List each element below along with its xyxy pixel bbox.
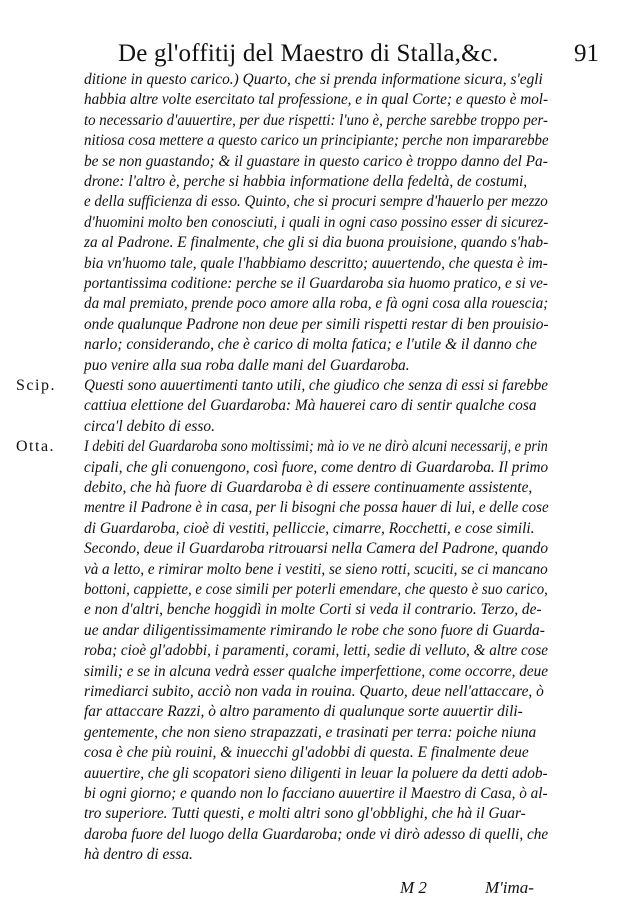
running-title: De gl'offitij del Maestro di Stalla,&c.	[118, 40, 499, 67]
text-line: circa'l debito di esso.	[84, 417, 215, 435]
text-line: simili; e se in alcuna vedrà esser qualche imperfettione, come occorre, deue	[84, 662, 548, 680]
text-line: roba; cioè gl'adobbi, i paramenti, corami, letti, sedie di velluto, & altre cose	[84, 642, 548, 660]
text-line: narlo; considerando, che è carico di molta fatica; e l'utile & il danno che	[84, 336, 537, 354]
text-line: e della sufficienza di esso. Quinto, che si procuri sempre d'hauerlo per mezzo	[84, 193, 548, 211]
text-line: be se non guastando; & il guastare in questo carico è troppo danno del Pa-	[84, 152, 548, 170]
text-line: gentemente, che non sieno strapazzati, e trasinati per terra: poiche niuna	[84, 723, 537, 741]
speaker-label-scip: Scip.	[16, 377, 56, 394]
text-line: habbia altre volte esercitato tal professione, e in qual Corte; e questo è mol-	[84, 91, 549, 109]
text-line: mentre il Padrone è in casa, per li bisogni che possa hauer di lui, e delle cose	[84, 499, 549, 517]
catchword: M'ima-	[485, 877, 534, 897]
text-line: cattiua elettione del Guardaroba: Mà hauerei caro di sentir qualche cosa	[84, 397, 537, 415]
text-line: I debiti del Guardaroba sono moltissimi; mà io ve ne dirò alcuni necessarij, e prin	[84, 438, 548, 456]
text-line: Secondo, deue il Guardaroba ritrouarsi nella Camera del Padrone, quando	[84, 540, 549, 558]
signature-line	[0, 878, 644, 908]
text-line: và a letto, e rimirar molto bene i vestiti, se sieno rotti, scuciti, se ci mancano	[84, 560, 548, 578]
text-line: bottoni, cappiette, e cose simili per poterli emendare, che questo è suo carico,	[84, 581, 548, 598]
text-line: rimediarci subito, acciò non vada in rouina. Quarto, deue nell'attaccare, ò	[84, 683, 544, 700]
text-line: tro superiore. Tutti questi, e molti altri sono gl'obblighi, che hà il Guar-	[84, 805, 526, 823]
text-line: far attaccare Razzi, ò altro paramento di qualunque sorte auuertir dili-	[84, 703, 523, 721]
text-line: puo venire alla sua roba dalle mani del Guardaroba.	[84, 356, 410, 374]
text-line: ue andar diligentissimamente rimirando le robe che sono fuore di Guarda-	[84, 621, 545, 639]
signature-mark: M 2	[400, 877, 427, 897]
text-line: cosa è che più rouini, & inuecchi gl'adobbi di questa. E finalmente deue	[84, 744, 529, 762]
text-line: bi ogni giorno; e quando non lo facciano auuertire il Maestro di Casa, ò al-	[84, 785, 548, 802]
text-line: hà dentro di essa.	[84, 846, 193, 864]
text-line: portantissima coditione: perche se il Guardaroba sia huomo pratico, e si ve-	[84, 275, 548, 292]
page-number: 91	[574, 40, 599, 67]
text-line: bia vn'huomo tale, quale l'habbiamo descritto; auuertendo, che questa è im-	[84, 254, 548, 272]
page-header	[0, 38, 644, 72]
text-line: za al Padrone. E finalmente, che gli si dia buona prouisione, quando s'hab-	[84, 234, 549, 252]
text-line: to necessario d'auuertire, per due rispetti: l'uno è, perche sarebbe troppo per-	[84, 111, 548, 129]
text-line: e non d'altri, benche hoggidì in molte Corti si veda il contrario. Terzo, de-	[84, 601, 542, 619]
text-line: debito, che hà fuore di Guardaroba è di essere continuamente assistente,	[84, 479, 533, 496]
text-line: drone: l'altro è, perche si habbia informatione della fedeltà, de costumi,	[84, 173, 528, 190]
text-line: cipali, che gli conuengono, così fuore, come dentro di Guardaroba. Il primo	[84, 458, 549, 476]
text-line: auuertire, che gli scopatori sieno diligenti in leuar la poluere da detti adob-	[84, 764, 548, 782]
text-line: di Guardaroba, cioè di vestiti, pelliccie, cimarre, Rocchetti, e cose simili.	[84, 519, 535, 537]
text-line: onde qualunque Padrone non deue per simili rispetti restar di ben prouisio-	[84, 315, 549, 333]
text-line: d'huomini molto ben conosciuti, i quali in ogni caso possino esser di sicurez-	[84, 213, 549, 231]
text-line: nitiosa cosa mettere a questo carico un principiante; perche non impararebbe	[84, 132, 549, 150]
text-line: daroba fuore del luogo della Guardaroba; onde vi dirò adesso di quelli, che	[84, 825, 549, 843]
text-line: ditione in questo carico.) Quarto, che si prenda informatione sicura, s'egli	[84, 71, 543, 88]
text-line: da mal premiato, prende poco amore alla roba, e fà ogni cosa alla rouescia;	[84, 295, 549, 313]
speaker-label-otta: Otta.	[16, 438, 56, 456]
text-line: Questi sono auuertimenti tanto utili, che giudico che senza di essi si farebbe	[84, 377, 549, 394]
